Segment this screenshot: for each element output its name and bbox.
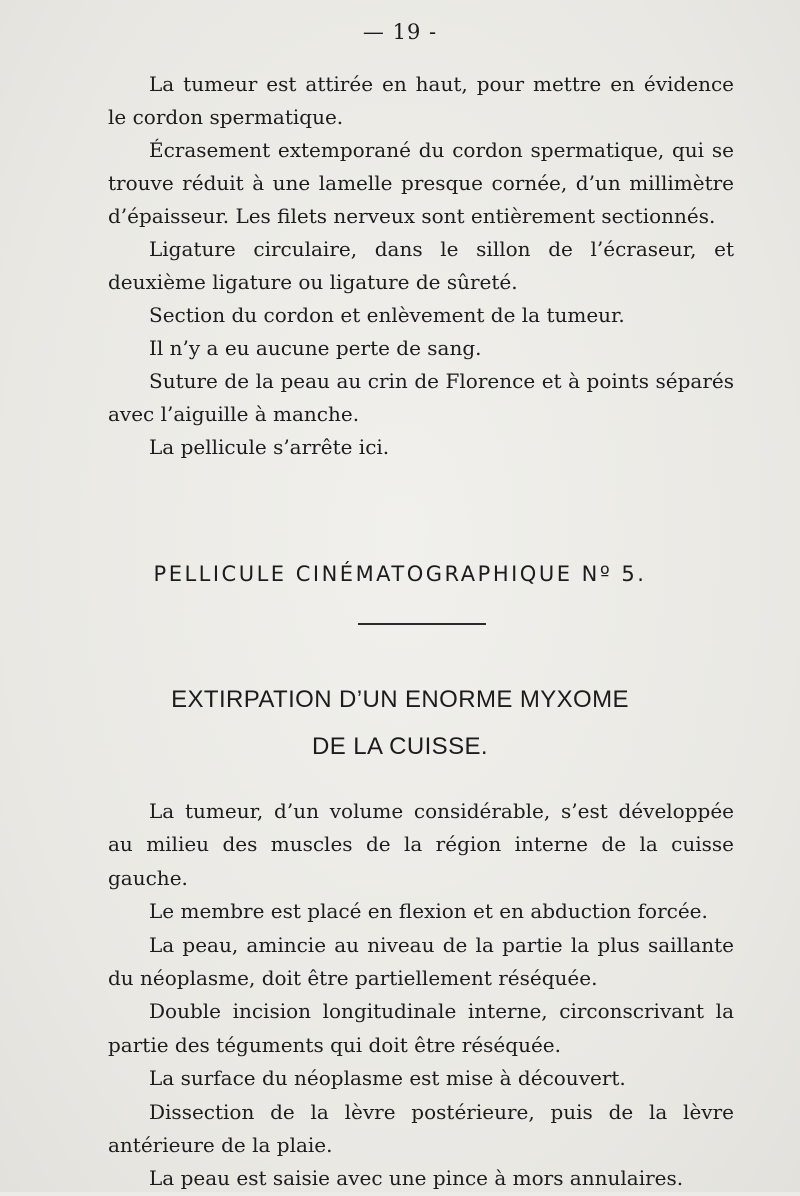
page-number: — 19 - bbox=[362, 20, 438, 44]
paragraph: La tumeur, d’un volume considérable, s’est développée au milieu des muscles de la région interne de la cuisse gauche. bbox=[108, 799, 734, 890]
paragraph: La pellicule s’arrête ici. bbox=[149, 435, 390, 459]
text-block-cordon bbox=[108, 68, 734, 464]
paragraph: Ligature circulaire, dans le sillon de l’écraseur, et deuxième ligature ou ligature de sûreté. bbox=[108, 237, 734, 294]
paragraph: Section du cordon et enlèvement de la tumeur. bbox=[149, 303, 625, 327]
paragraph: La surface du néoplasme est mise à découvert. bbox=[149, 1066, 626, 1091]
chapter-title-line-1: EXTIRPATION D’UN ENORME MYXOME bbox=[171, 686, 629, 713]
paragraph: Il n’y a eu aucune perte de sang. bbox=[149, 336, 482, 360]
paragraph: Le membre est placé en flexion et en abduction forcée. bbox=[149, 899, 708, 924]
chapter-title-line-2: DE LA CUISSE. bbox=[312, 733, 488, 760]
section-heading: PELLICULE CINÉMATOGRAPHIQUE Nº 5. bbox=[153, 562, 647, 586]
paragraph: Dissection de la lèvre postérieure, puis de la lèvre antérieure de la plaie. bbox=[108, 1099, 734, 1158]
paragraph: Double incision longitudinale interne, circonscrivant la partie des téguments qui doit être réséquée. bbox=[108, 999, 734, 1057]
paragraph: Suture de la peau au crin de Florence et à points séparés avec l’aiguille à manche. bbox=[108, 369, 734, 426]
paragraph: La peau est saisie avec une pince à mors annulaires. bbox=[149, 1166, 684, 1191]
paragraph: Écrasement extemporané du cordon spermatique, qui se trouve réduit à une lamelle presque cornée, d’un millimètre d’épaisseur. Les filets nerveux sont entièrement sectionnés. bbox=[108, 138, 734, 228]
paragraph: La peau, amincie au niveau de la partie la plus saillante du néoplasme, doit être partiellement réséquée. bbox=[108, 932, 734, 991]
text-block-myxome bbox=[108, 795, 734, 1196]
paragraph: La tumeur est attirée en haut, pour mettre en évidence le cordon spermatique. bbox=[108, 72, 734, 129]
divider-rule bbox=[358, 623, 486, 625]
